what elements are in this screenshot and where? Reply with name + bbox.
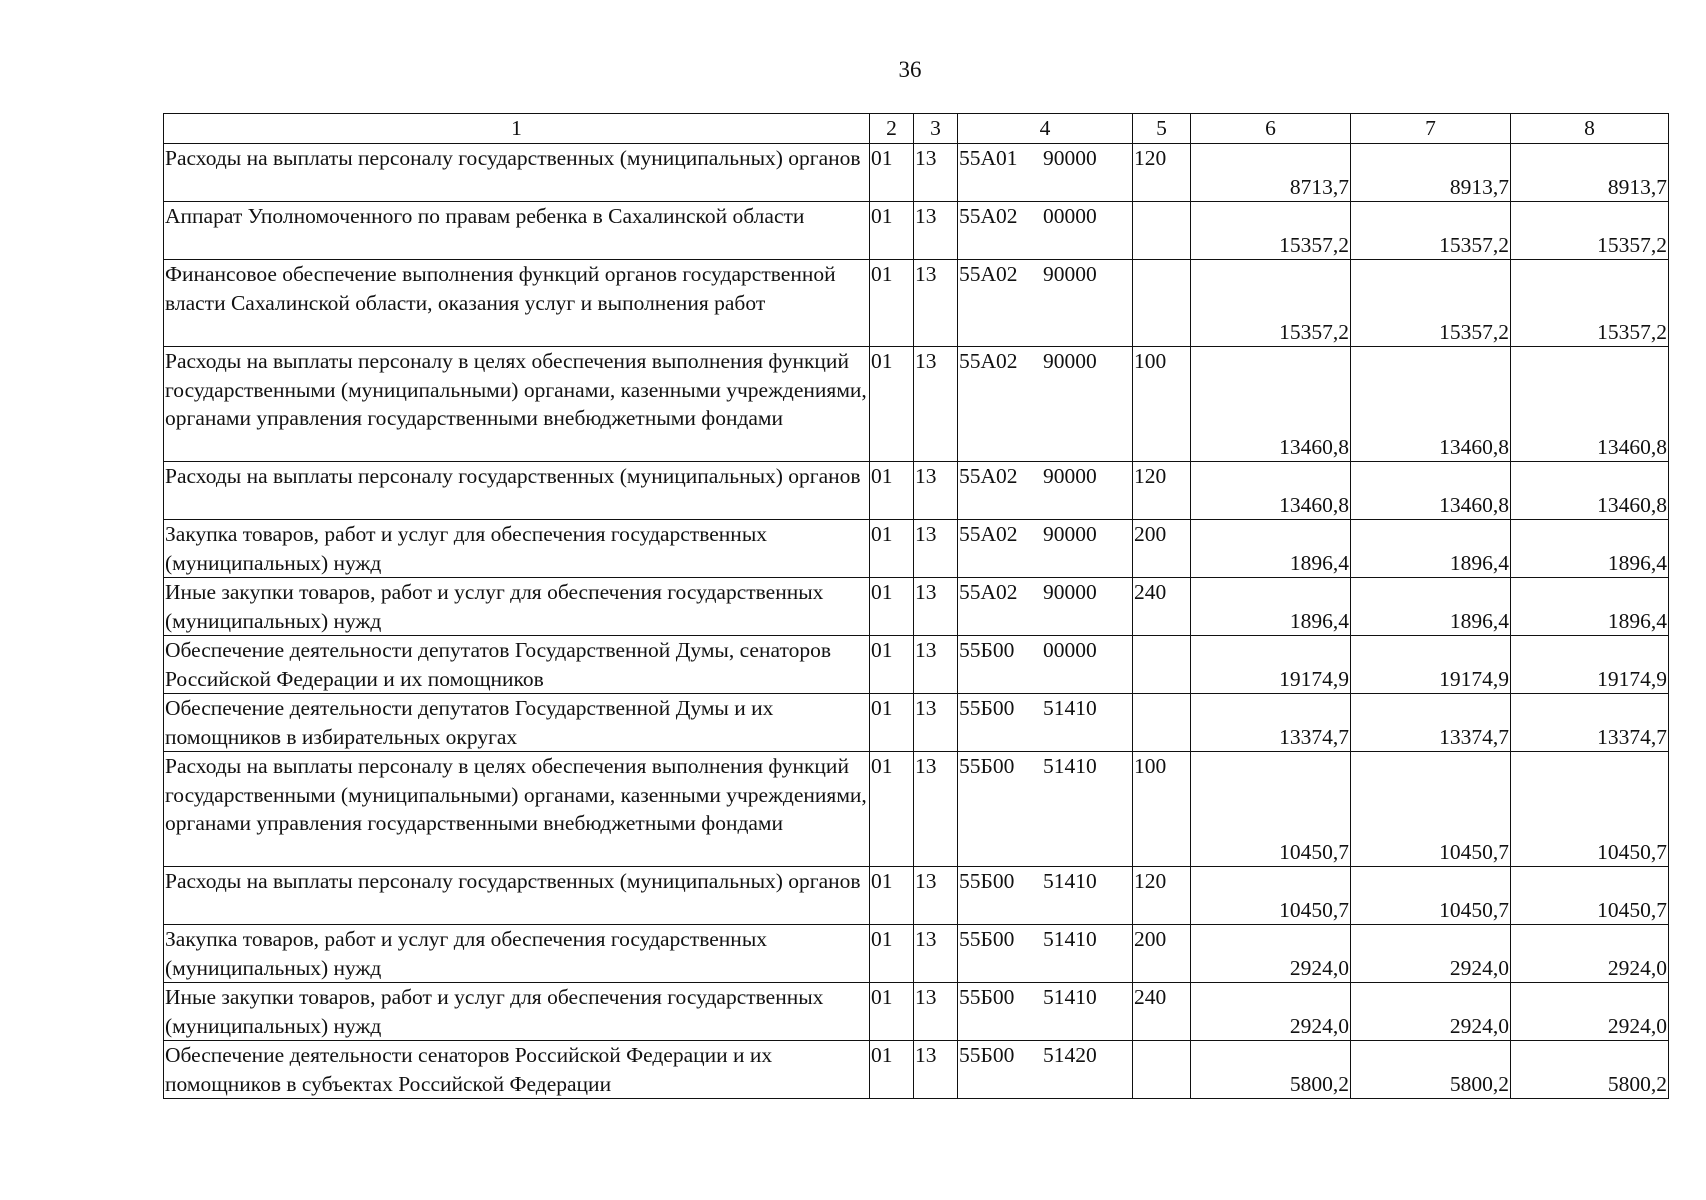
header-cell-8: 8 [1511, 114, 1669, 144]
amount-col-7: 1896,4 [1351, 578, 1511, 636]
amount-col-7: 10450,7 [1351, 867, 1511, 925]
subsection-code: 13 [914, 144, 958, 202]
subsection-code: 13 [914, 694, 958, 752]
direction-code: 90000 [1043, 146, 1097, 170]
amount-col-6: 8713,7 [1191, 144, 1351, 202]
expense-type-code: 100 [1133, 347, 1191, 462]
budget-table [163, 113, 1669, 1099]
row-name: Закупка товаров, работ и услуг для обеспечения государственных (муниципальных) нужд [164, 520, 870, 578]
row-name: Обеспечение деятельности депутатов Государственной Думы, сенаторов Российской Федерации и их помощников [164, 636, 870, 694]
table-header-row [164, 114, 1669, 144]
subsection-code: 13 [914, 578, 958, 636]
section-code: 01 [870, 636, 914, 694]
section-code: 01 [870, 694, 914, 752]
row-name: Закупка товаров, работ и услуг для обеспечения государственных (муниципальных) нужд [164, 925, 870, 983]
program-code: 55А02 [959, 464, 1018, 488]
section-code: 01 [870, 520, 914, 578]
subsection-code: 13 [914, 202, 958, 260]
program-code: 55Б00 [959, 927, 1015, 951]
row-name: Расходы на выплаты персоналу государственных (муниципальных) органов [164, 867, 870, 925]
target-article-code [958, 578, 1133, 636]
amount-col-6: 15357,2 [1191, 260, 1351, 347]
program-code: 55А02 [959, 522, 1018, 546]
table-row [164, 520, 1669, 578]
section-code: 01 [870, 462, 914, 520]
program-code: 55А01 [959, 146, 1018, 170]
amount-col-6: 5800,2 [1191, 1041, 1351, 1099]
amount-col-6: 13460,8 [1191, 462, 1351, 520]
subsection-code: 13 [914, 260, 958, 347]
section-code: 01 [870, 202, 914, 260]
program-code: 55А02 [959, 204, 1018, 228]
header-cell-4: 4 [958, 114, 1133, 144]
subsection-code: 13 [914, 1041, 958, 1099]
direction-code: 51410 [1043, 754, 1097, 778]
section-code: 01 [870, 925, 914, 983]
subsection-code: 13 [914, 983, 958, 1041]
target-article-code [958, 636, 1133, 694]
row-name: Финансовое обеспечение выполнения функций органов государственной власти Сахалинской области, оказания услуг и выполнения работ [164, 260, 870, 347]
amount-col-7: 13374,7 [1351, 694, 1511, 752]
target-article-code [958, 520, 1133, 578]
direction-code: 90000 [1043, 580, 1097, 604]
header-cell-1: 1 [164, 114, 870, 144]
amount-col-6: 1896,4 [1191, 578, 1351, 636]
amount-col-7: 8913,7 [1351, 144, 1511, 202]
expense-type-code [1133, 636, 1191, 694]
amount-col-6: 10450,7 [1191, 867, 1351, 925]
direction-code: 51420 [1043, 1043, 1097, 1067]
section-code: 01 [870, 1041, 914, 1099]
subsection-code: 13 [914, 867, 958, 925]
target-article-code [958, 347, 1133, 462]
amount-col-7: 5800,2 [1351, 1041, 1511, 1099]
section-code: 01 [870, 752, 914, 867]
direction-code: 00000 [1043, 638, 1097, 662]
target-article-code [958, 983, 1133, 1041]
row-name: Иные закупки товаров, работ и услуг для обеспечения государственных (муниципальных) нужд [164, 578, 870, 636]
target-article-code [958, 694, 1133, 752]
expense-type-code: 240 [1133, 983, 1191, 1041]
subsection-code: 13 [914, 636, 958, 694]
program-code: 55Б00 [959, 1043, 1015, 1067]
target-article-code [958, 925, 1133, 983]
expense-type-code: 100 [1133, 752, 1191, 867]
subsection-code: 13 [914, 752, 958, 867]
page-number: 36 [898, 57, 922, 82]
expense-type-code: 200 [1133, 520, 1191, 578]
direction-code: 90000 [1043, 349, 1097, 373]
program-code: 55Б00 [959, 696, 1015, 720]
target-article-code [958, 144, 1133, 202]
amount-col-6: 19174,9 [1191, 636, 1351, 694]
header-cell-3: 3 [914, 114, 958, 144]
row-name: Расходы на выплаты персоналу в целях обеспечения выполнения функций государственными (муниципальными) органами, казенными учреждениями, органами управления государственными внебюджетными фондами [164, 752, 870, 867]
subsection-code: 13 [914, 925, 958, 983]
amount-col-7: 15357,2 [1351, 202, 1511, 260]
amount-col-8: 13374,7 [1511, 694, 1669, 752]
amount-col-8: 2924,0 [1511, 925, 1669, 983]
amount-col-6: 2924,0 [1191, 983, 1351, 1041]
amount-col-7: 2924,0 [1351, 983, 1511, 1041]
row-name: Расходы на выплаты персоналу государственных (муниципальных) органов [164, 462, 870, 520]
header-cell-6: 6 [1191, 114, 1351, 144]
table-row [164, 462, 1669, 520]
expense-type-code: 120 [1133, 144, 1191, 202]
direction-code: 90000 [1043, 464, 1097, 488]
header-cell-2: 2 [870, 114, 914, 144]
subsection-code: 13 [914, 462, 958, 520]
header-cell-7: 7 [1351, 114, 1511, 144]
amount-col-8: 5800,2 [1511, 1041, 1669, 1099]
amount-col-8: 2924,0 [1511, 983, 1669, 1041]
table-row [164, 694, 1669, 752]
amount-col-7: 13460,8 [1351, 462, 1511, 520]
expense-type-code [1133, 202, 1191, 260]
header-cell-5: 5 [1133, 114, 1191, 144]
amount-col-6: 1896,4 [1191, 520, 1351, 578]
table-row [164, 925, 1669, 983]
amount-col-6: 10450,7 [1191, 752, 1351, 867]
row-name: Обеспечение деятельности сенаторов Российской Федерации и их помощников в субъектах Российской Федерации [164, 1041, 870, 1099]
row-name: Расходы на выплаты персоналу государственных (муниципальных) органов [164, 144, 870, 202]
table-row [164, 1041, 1669, 1099]
table-row [164, 144, 1669, 202]
table-row [164, 867, 1669, 925]
amount-col-8: 10450,7 [1511, 867, 1669, 925]
amount-col-8: 19174,9 [1511, 636, 1669, 694]
program-code: 55А02 [959, 349, 1018, 373]
program-code: 55Б00 [959, 638, 1015, 662]
target-article-code [958, 202, 1133, 260]
amount-col-8: 15357,2 [1511, 202, 1669, 260]
amount-col-8: 13460,8 [1511, 347, 1669, 462]
direction-code: 90000 [1043, 262, 1097, 286]
row-name: Обеспечение деятельности депутатов Государственной Думы и их помощников в избирательных округах [164, 694, 870, 752]
direction-code: 51410 [1043, 927, 1097, 951]
expense-type-code [1133, 694, 1191, 752]
target-article-code [958, 752, 1133, 867]
table-row [164, 983, 1669, 1041]
amount-col-7: 19174,9 [1351, 636, 1511, 694]
row-name: Расходы на выплаты персоналу в целях обеспечения выполнения функций государственными (муниципальными) органами, казенными учреждениями, органами управления государственными внебюджетными фондами [164, 347, 870, 462]
row-name: Иные закупки товаров, работ и услуг для обеспечения государственных (муниципальных) нужд [164, 983, 870, 1041]
target-article-code [958, 1041, 1133, 1099]
program-code: 55А02 [959, 580, 1018, 604]
amount-col-8: 10450,7 [1511, 752, 1669, 867]
section-code: 01 [870, 867, 914, 925]
direction-code: 51410 [1043, 869, 1097, 893]
expense-type-code: 120 [1133, 462, 1191, 520]
table-row [164, 202, 1669, 260]
table-row [164, 578, 1669, 636]
table-row [164, 260, 1669, 347]
amount-col-8: 13460,8 [1511, 462, 1669, 520]
amount-col-7: 15357,2 [1351, 260, 1511, 347]
amount-col-6: 2924,0 [1191, 925, 1351, 983]
section-code: 01 [870, 260, 914, 347]
amount-col-7: 1896,4 [1351, 520, 1511, 578]
amount-col-8: 8913,7 [1511, 144, 1669, 202]
direction-code: 51410 [1043, 696, 1097, 720]
program-code: 55Б00 [959, 869, 1015, 893]
amount-col-6: 13374,7 [1191, 694, 1351, 752]
expense-type-code: 120 [1133, 867, 1191, 925]
program-code: 55А02 [959, 262, 1018, 286]
target-article-code [958, 462, 1133, 520]
amount-col-6: 15357,2 [1191, 202, 1351, 260]
amount-col-8: 15357,2 [1511, 260, 1669, 347]
expense-type-code: 200 [1133, 925, 1191, 983]
amount-col-6: 13460,8 [1191, 347, 1351, 462]
table-row [164, 636, 1669, 694]
amount-col-8: 1896,4 [1511, 578, 1669, 636]
amount-col-8: 1896,4 [1511, 520, 1669, 578]
amount-col-7: 2924,0 [1351, 925, 1511, 983]
amount-col-7: 10450,7 [1351, 752, 1511, 867]
section-code: 01 [870, 347, 914, 462]
section-code: 01 [870, 983, 914, 1041]
direction-code: 51410 [1043, 985, 1097, 1009]
expense-type-code [1133, 260, 1191, 347]
section-code: 01 [870, 578, 914, 636]
amount-col-7: 13460,8 [1351, 347, 1511, 462]
program-code: 55Б00 [959, 754, 1015, 778]
expense-type-code: 240 [1133, 578, 1191, 636]
direction-code: 00000 [1043, 204, 1097, 228]
table-row [164, 347, 1669, 462]
direction-code: 90000 [1043, 522, 1097, 546]
table-row [164, 752, 1669, 867]
section-code: 01 [870, 144, 914, 202]
row-name: Аппарат Уполномоченного по правам ребенка в Сахалинской области [164, 202, 870, 260]
program-code: 55Б00 [959, 985, 1015, 1009]
target-article-code [958, 867, 1133, 925]
expense-type-code [1133, 1041, 1191, 1099]
subsection-code: 13 [914, 347, 958, 462]
subsection-code: 13 [914, 520, 958, 578]
target-article-code [958, 260, 1133, 347]
